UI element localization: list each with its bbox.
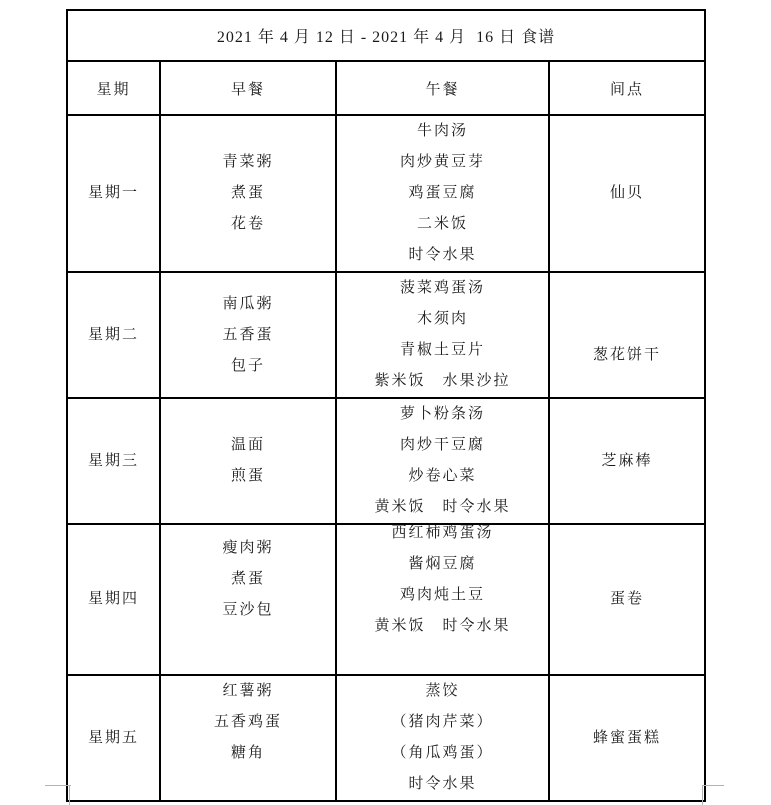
cell-lunch <box>336 524 549 675</box>
cell-day-content <box>68 446 159 477</box>
cell-day <box>67 272 160 398</box>
cell-snack <box>549 675 705 801</box>
cell-lunch <box>336 115 549 272</box>
cell-breakfast <box>160 272 336 398</box>
day-label: 星期一 <box>87 185 139 201</box>
cell-snack-content <box>550 723 704 754</box>
cell-day <box>67 398 160 524</box>
menu-item: 萝卜粉条汤 <box>399 406 485 422</box>
cell-breakfast <box>160 524 336 675</box>
menu-item: 黄米饭 时令水果 <box>374 499 511 515</box>
cell-snack-content <box>550 340 704 371</box>
day-label: 星期二 <box>87 326 139 343</box>
cell-day-content <box>68 584 159 615</box>
cell-snack-content <box>550 178 704 209</box>
cell-breakfast-content <box>161 676 335 769</box>
table-row <box>67 115 705 272</box>
text-boundary-mark-right-horizontal <box>702 785 724 786</box>
cell-breakfast-content <box>161 147 335 240</box>
table-title: 2021 年 4 月 12 日 - 2021 年 4 月 16 日 食谱 <box>67 10 705 61</box>
cell-breakfast-content <box>161 430 335 492</box>
cell-snack <box>549 524 705 675</box>
snack-label: 蜂蜜蛋糕 <box>593 729 662 746</box>
menu-item: 牛肉汤 <box>416 123 468 139</box>
menu-item: 鸡蛋豆腐 <box>408 185 477 201</box>
menu-item: 炒卷心菜 <box>408 468 477 484</box>
snack-label: 芝麻棒 <box>601 452 653 469</box>
menu-item: 时令水果 <box>408 247 477 263</box>
menu-item: 蒸饺 <box>425 683 460 699</box>
cell-day <box>67 524 160 675</box>
cell-snack <box>549 398 705 524</box>
snack-label: 葱花饼干 <box>593 346 662 363</box>
cell-day <box>67 115 160 272</box>
menu-item: 五香鸡蛋 <box>213 713 282 730</box>
menu-item: 鸡肉炖土豆 <box>399 586 485 603</box>
menu-item: 木须肉 <box>416 311 468 327</box>
cell-lunch-content <box>337 399 548 523</box>
menu-item: 煮蛋 <box>230 185 265 201</box>
menu-item: 肉炒干豆腐 <box>399 437 485 453</box>
menu-item: 青菜粥 <box>222 154 274 170</box>
menu-item: 温面 <box>230 437 265 453</box>
snack-label: 蛋卷 <box>610 591 645 607</box>
menu-item: 包子 <box>230 357 265 374</box>
menu-item: 酱焖豆腐 <box>408 555 477 572</box>
cell-breakfast-content <box>161 289 335 382</box>
day-label: 星期三 <box>87 452 139 469</box>
header-row <box>67 61 705 115</box>
menu-item: 豆沙包 <box>222 602 274 618</box>
column-header-snack: 间点 <box>549 61 705 115</box>
day-label: 星期四 <box>87 591 139 607</box>
menu-item: 菠菜鸡蛋汤 <box>399 280 485 296</box>
menu-item: 煎蛋 <box>230 468 265 484</box>
column-header-lunch: 午餐 <box>336 61 549 115</box>
cell-day-content <box>68 320 159 351</box>
cell-breakfast <box>160 398 336 524</box>
menu-item: 红薯粥 <box>222 682 274 699</box>
menu-item: 花卷 <box>230 216 265 232</box>
day-label: 星期五 <box>87 729 139 746</box>
cell-lunch-content <box>337 518 548 642</box>
weekly-menu-table <box>66 9 706 802</box>
table-row <box>67 272 705 398</box>
cell-day-content <box>68 178 159 209</box>
cell-snack-content <box>550 584 704 615</box>
cell-lunch <box>336 398 549 524</box>
cell-snack <box>549 115 705 272</box>
column-header-breakfast: 早餐 <box>160 61 336 115</box>
menu-item: 西红柿鸡蛋汤 <box>391 524 494 541</box>
menu-item: 紫米饭 水果沙拉 <box>374 373 511 389</box>
table-row <box>67 675 705 801</box>
cell-lunch-content <box>337 116 548 271</box>
table-row <box>67 524 705 675</box>
menu-item: 二米饭 <box>416 216 468 232</box>
text-boundary-mark-left-vertical <box>69 785 70 805</box>
cell-snack <box>549 272 705 398</box>
cell-breakfast <box>160 115 336 272</box>
menu-item: 煮蛋 <box>230 571 265 587</box>
cell-breakfast <box>160 675 336 801</box>
snack-label: 仙贝 <box>610 185 645 201</box>
menu-item: 瘦肉粥 <box>222 540 274 556</box>
cell-day <box>67 675 160 801</box>
cell-breakfast-content <box>161 533 335 626</box>
cell-day-content <box>68 723 159 754</box>
text-boundary-mark-left-horizontal <box>45 785 71 786</box>
cell-lunch-content <box>337 273 548 397</box>
cell-lunch <box>336 272 549 398</box>
menu-item: 青椒土豆片 <box>399 342 485 358</box>
cell-snack-content <box>550 446 704 477</box>
cell-lunch-content <box>337 676 548 800</box>
column-header-day: 星期 <box>67 61 160 115</box>
menu-item: 黄米饭 时令水果 <box>374 617 511 634</box>
menu-item: 南瓜粥 <box>222 295 274 312</box>
title-row <box>67 10 705 61</box>
menu-item: 五香蛋 <box>222 326 274 343</box>
menu-item: 肉炒黄豆芽 <box>399 154 485 170</box>
table-row <box>67 398 705 524</box>
menu-item: （角瓜鸡蛋） <box>391 745 494 761</box>
menu-item: （猪肉芹菜） <box>391 714 494 730</box>
text-boundary-mark-right-vertical <box>702 785 703 805</box>
cell-lunch <box>336 675 549 801</box>
menu-item: 时令水果 <box>408 776 477 792</box>
menu-item: 糖角 <box>230 744 265 761</box>
